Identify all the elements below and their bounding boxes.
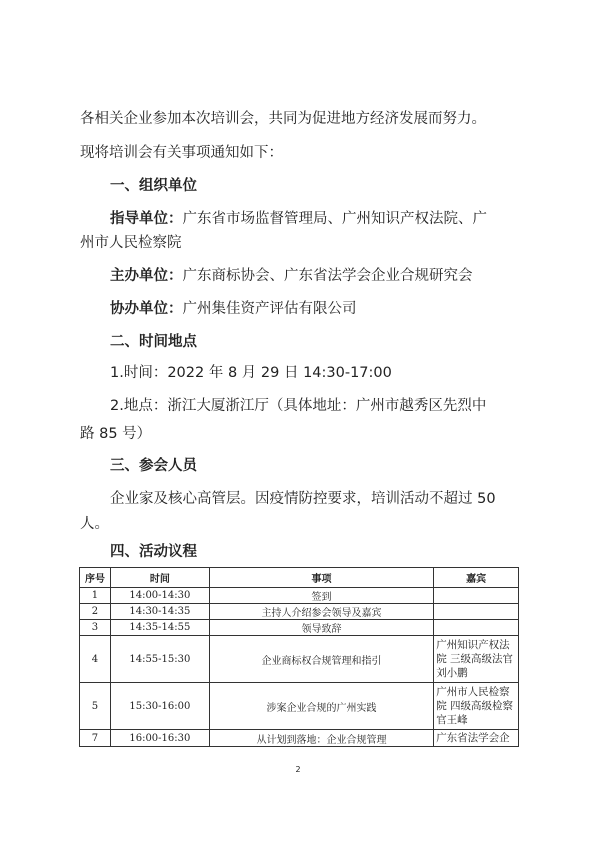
host-unit: [110, 266, 550, 286]
cell-no: 4: [80, 636, 111, 683]
paragraph-line: 各相关企业参加本次培训会，共同为促进地方经济发展而努力。: [80, 111, 486, 127]
table-row: [80, 604, 519, 620]
cell-guest: [434, 588, 519, 604]
time-line: 1.时间：2022 年 8 月 29 日 14:30-17:00: [110, 365, 392, 381]
guidance-text: 广东省市场监督管理局、广州知识产权法院、广: [182, 211, 487, 227]
location-line: 2.地点：浙江大厦浙江厅（具体地址：广州市越秀区先烈中: [110, 398, 487, 414]
section-heading: 二、时间地点: [110, 334, 197, 350]
cell-item: 签到: [209, 588, 433, 604]
section-heading: 一、组织单位: [110, 178, 197, 194]
header-time: 时间: [110, 568, 209, 588]
header-no: 序号: [80, 568, 111, 588]
table-row: [80, 730, 519, 747]
paragraph-line: 现将培训会有关事项通知如下：: [80, 145, 283, 161]
agenda-table: [79, 567, 519, 747]
cell-guest: 广州市人民检察院 四级高级检察官王峰: [434, 683, 519, 730]
page-number: 2: [295, 765, 301, 774]
table-row: [80, 588, 519, 604]
host-text: 广东商标协会、广东省法学会企业合规研究会: [182, 268, 473, 284]
cell-guest: 广州知识产权法院 三级高级法官刘小鹏: [434, 636, 519, 683]
cell-time: 14:00-14:30: [110, 588, 209, 604]
cell-no: 1: [80, 588, 111, 604]
cell-item: 涉案企业合规的广州实践: [209, 683, 433, 730]
cell-item: 从计划到落地：企业合规管理: [209, 730, 433, 747]
cell-no: 3: [80, 620, 111, 636]
cell-no: 5: [80, 683, 111, 730]
cell-time: 15:30-16:00: [110, 683, 209, 730]
section-heading: 三、参会人员: [110, 458, 197, 474]
cell-time: 14:55-15:30: [110, 636, 209, 683]
header-guest: 嘉宾: [434, 568, 519, 588]
cell-no: 2: [80, 604, 111, 620]
cell-time: 14:30-14:35: [110, 604, 209, 620]
table-row: [80, 636, 519, 683]
section-heading: 四、活动议程: [110, 544, 197, 560]
cell-item: 领导致辞: [209, 620, 433, 636]
cell-guest: [434, 604, 519, 620]
co-host-unit: [110, 299, 550, 319]
cell-no: 7: [80, 730, 111, 747]
header-item: 事项: [209, 568, 433, 588]
cell-guest: [434, 620, 519, 636]
attendee-line: 企业家及核心高管层。因疫情防控要求，培训活动不超过 50: [110, 491, 496, 507]
table-row: [80, 683, 519, 730]
host-label: 主办单位：: [110, 268, 183, 284]
cell-item: 主持人介绍参会领导及嘉宾: [209, 604, 433, 620]
location-line-cont: 路 85 号）: [80, 426, 152, 442]
attendee-line-cont: 人。: [80, 516, 109, 532]
table-row: [80, 620, 519, 636]
cell-item: 企业商标权合规管理和指引: [209, 636, 433, 683]
co-host-label: 协办单位：: [110, 301, 183, 317]
cell-time: 14:35-14:55: [110, 620, 209, 636]
paragraph-line: 州市人民检察院: [80, 235, 182, 251]
cell-guest: 广东省法学会企: [434, 730, 519, 747]
guidance-label: 指导单位：: [110, 211, 183, 227]
table-header-row: [80, 568, 519, 588]
cell-time: 16:00-16:30: [110, 730, 209, 747]
guidance-unit: [110, 209, 550, 229]
co-host-text: 广州集佳资产评估有限公司: [182, 301, 357, 317]
